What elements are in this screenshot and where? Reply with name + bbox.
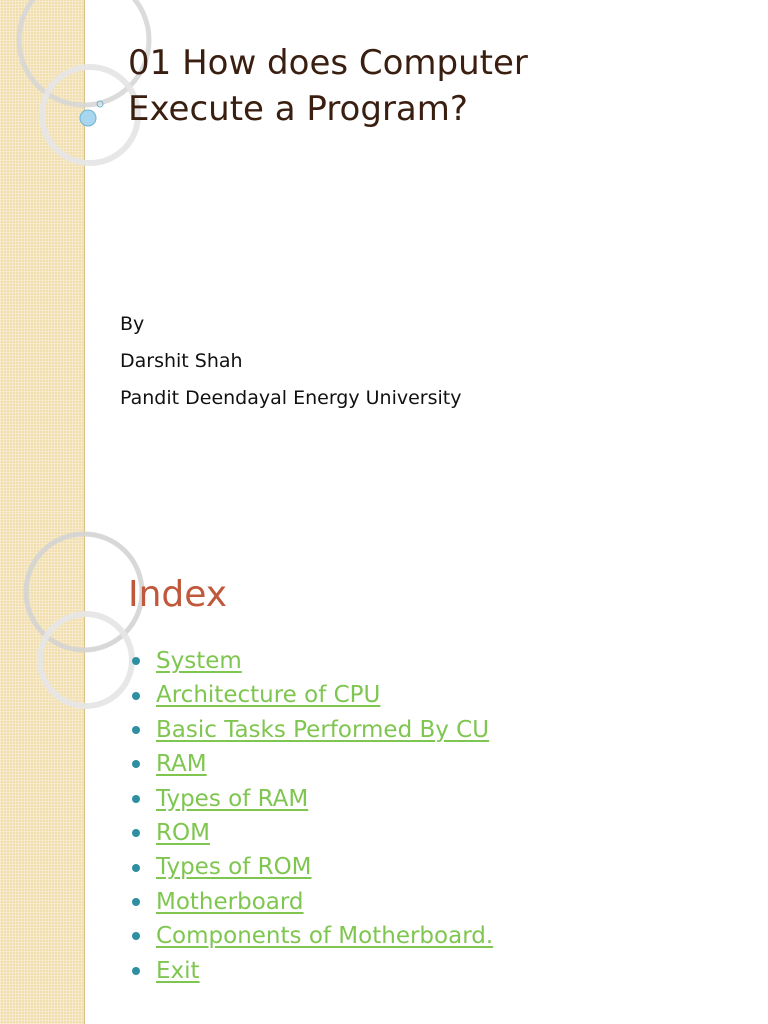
list-item	[132, 816, 493, 850]
bullet-icon	[132, 898, 140, 906]
title-line-2: Execute a Program?	[128, 89, 468, 129]
list-item	[132, 644, 493, 678]
list-item	[132, 747, 493, 781]
bullet-icon	[132, 829, 140, 837]
bullet-icon	[132, 692, 140, 700]
bullet-icon	[132, 932, 140, 940]
index-link-ram[interactable]: RAM	[156, 751, 207, 778]
bullet-icon	[132, 795, 140, 803]
index-link-basic-tasks[interactable]: Basic Tasks Performed By CU	[156, 716, 490, 743]
index-list	[132, 644, 493, 988]
dot-small	[97, 101, 103, 107]
list-item	[132, 782, 493, 816]
bullet-icon	[132, 864, 140, 872]
list-item	[132, 919, 493, 953]
index-link-system[interactable]: System	[156, 648, 242, 674]
title-line-1: 01 How does Computer	[128, 43, 528, 83]
bullet-icon	[132, 967, 140, 975]
institution-name: Pandit Deendayal Energy University	[120, 387, 462, 409]
byline	[120, 306, 461, 417]
index-link-types-of-rom[interactable]: Types of ROM	[156, 854, 312, 881]
slide-title	[128, 40, 728, 132]
list-item	[132, 885, 493, 919]
index-link-rom[interactable]: ROM	[156, 819, 210, 846]
index-link-exit[interactable]: Exit	[156, 957, 200, 984]
index-link-architecture-of-cpu[interactable]: Architecture of CPU	[156, 682, 381, 709]
bullet-icon	[132, 657, 140, 665]
slide-side-strip	[0, 512, 85, 1024]
list-item	[132, 678, 493, 712]
list-item	[132, 713, 493, 747]
bullet-icon	[132, 726, 140, 734]
slide-side-strip	[0, 0, 85, 512]
index-link-components-of-motherboard[interactable]: Components of Motherboard.	[156, 923, 494, 950]
bullet-icon	[132, 760, 140, 768]
by-label: By	[120, 313, 145, 335]
index-heading: Index	[128, 574, 228, 615]
index-link-motherboard[interactable]: Motherboard	[156, 888, 304, 915]
index-link-types-of-ram[interactable]: Types of RAM	[156, 785, 309, 812]
list-item	[132, 850, 493, 884]
list-item	[132, 954, 493, 988]
author-name: Darshit Shah	[120, 350, 243, 372]
